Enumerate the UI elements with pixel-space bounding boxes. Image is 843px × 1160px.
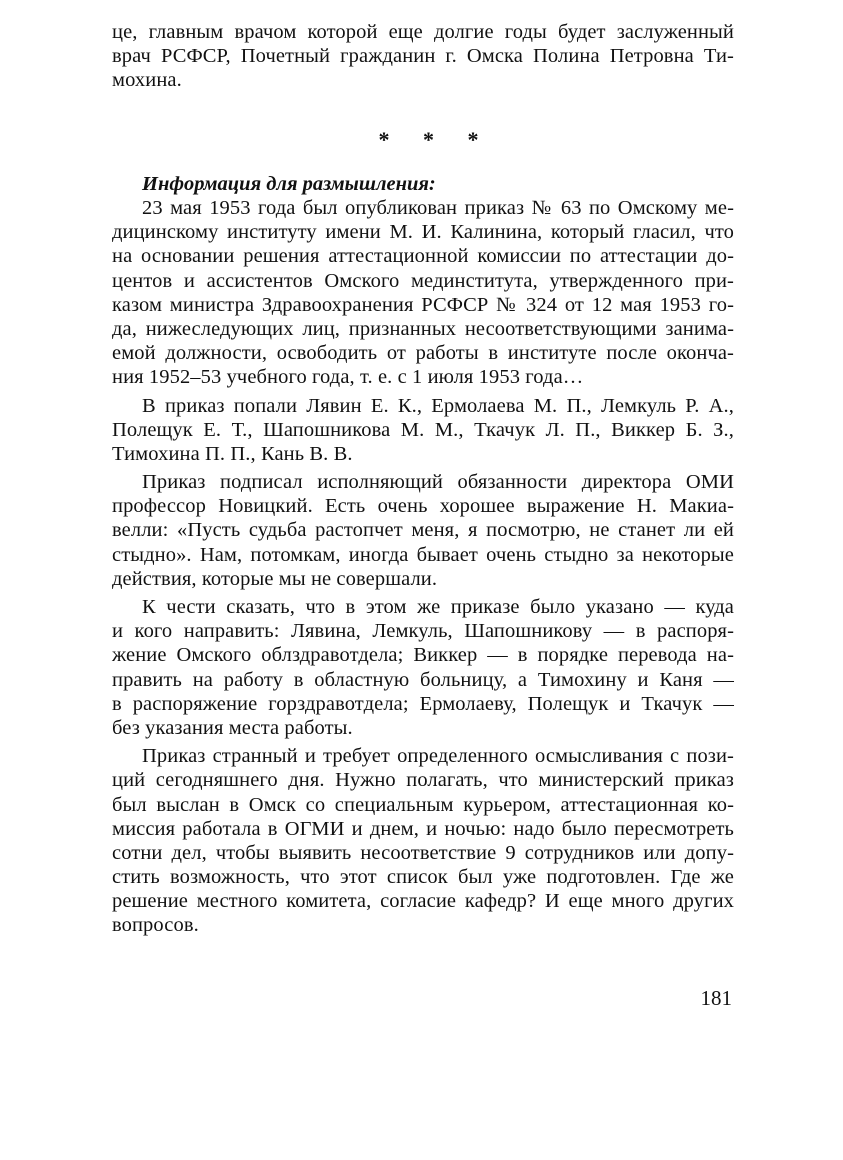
text-line: миссия работала в ОГМИ и днем, и ночью: надо было пересмотреть <box>112 817 734 840</box>
text-line: вопросов. <box>112 914 199 937</box>
text-line: да, нижеследующих лиц, признанных несоответствующими занима- <box>112 317 734 340</box>
text-line: ций сегодняшнего дня. Нужно полагать, что министерский приказ <box>112 769 734 792</box>
text-line: действия, которые мы не совершали. <box>112 567 438 590</box>
body-text <box>112 196 734 938</box>
text-line: профессор Новицкий. Есть очень хорошее выражение Н. Макиа- <box>112 495 734 518</box>
text-line: дицинскому институту имени М. И. Калинина, который гласил, что <box>112 221 734 244</box>
text-line: центов и ассистентов Омского мединститута, утвержденного при- <box>112 269 734 292</box>
text-line: В приказ попали Лявин Е. К., Ермолаева М. П., Лемкуль Р. А., <box>142 394 734 417</box>
page-number: 181 <box>700 986 732 1010</box>
text-line: Тимохина П. П., Кань В. В. <box>112 442 353 465</box>
text-line: в распоряжение горздравотдела; Ермолаеву, Полещук и Ткачук — <box>112 692 734 715</box>
text-line: сотни дел, чтобы выявить несоответствие 9 сотрудников или допу- <box>112 841 734 864</box>
paragraph <box>112 595 734 740</box>
text-line: править на работу в областную больницу, а Тимохину и Каня — <box>112 668 734 691</box>
text-line: врач РСФСР, Почетный гражданин г. Омска Полина Петровна Ти- <box>112 45 734 68</box>
top-paragraph <box>112 20 734 93</box>
text-line: стить возможность, что этот список был уже подготовлен. Где же <box>112 866 734 889</box>
text-line: и кого направить: Лявина, Лемкуль, Шапошникову — в распоря- <box>112 620 734 643</box>
text-line: казом министра Здравоохранения РСФСР № 324 от 12 мая 1953 го- <box>112 293 734 316</box>
section-separator: * * * <box>378 127 493 152</box>
text-line: 23 мая 1953 года был опубликован приказ № 63 по Омскому ме- <box>142 197 734 219</box>
paragraph <box>112 394 734 467</box>
text-line: был выслан в Омск со специальным курьером, аттестационная ко- <box>112 793 734 816</box>
text-line: Приказ странный и требует определенного осмысливания с пози- <box>142 745 734 768</box>
text-line: емой должности, освободить от работы в институте после оконча- <box>112 342 734 365</box>
text-line: мохина. <box>112 69 182 92</box>
text-line: на основании решения аттестационной комиссии по аттестации до- <box>112 245 734 268</box>
section-heading: Информация для размышления: <box>142 173 436 195</box>
text-line: Полещук Е. Т., Шапошникова М. М., Ткачук Л. П., Виккер Б. З., <box>112 418 734 441</box>
text-line: велли: «Пусть судьба растопчет меня, я посмотрю, не станет ли ей <box>112 519 734 542</box>
text-line: це, главным врачом которой еще долгие годы будет заслуженный <box>112 21 734 43</box>
text-line: решение местного комитета, согласие кафедр? И еще много других <box>112 890 734 913</box>
text-line: Приказ подписал исполняющий обязанности директора ОМИ <box>142 471 734 494</box>
paragraph <box>112 744 734 938</box>
text-line: без указания места работы. <box>112 716 353 739</box>
paragraph <box>112 196 734 390</box>
paragraph <box>112 470 734 591</box>
text-line: ния 1952–53 учебного года, т. е. с 1 июля 1953 года… <box>112 366 584 389</box>
text-line: жение Омского облздравотдела; Виккер — в порядке перевода на- <box>112 644 734 667</box>
text-line: стыдно». Нам, потомкам, иногда бывает очень стыдно за некоторые <box>112 543 734 566</box>
text-line: К чести сказать, что в этом же приказе было указано — куда <box>142 596 734 618</box>
